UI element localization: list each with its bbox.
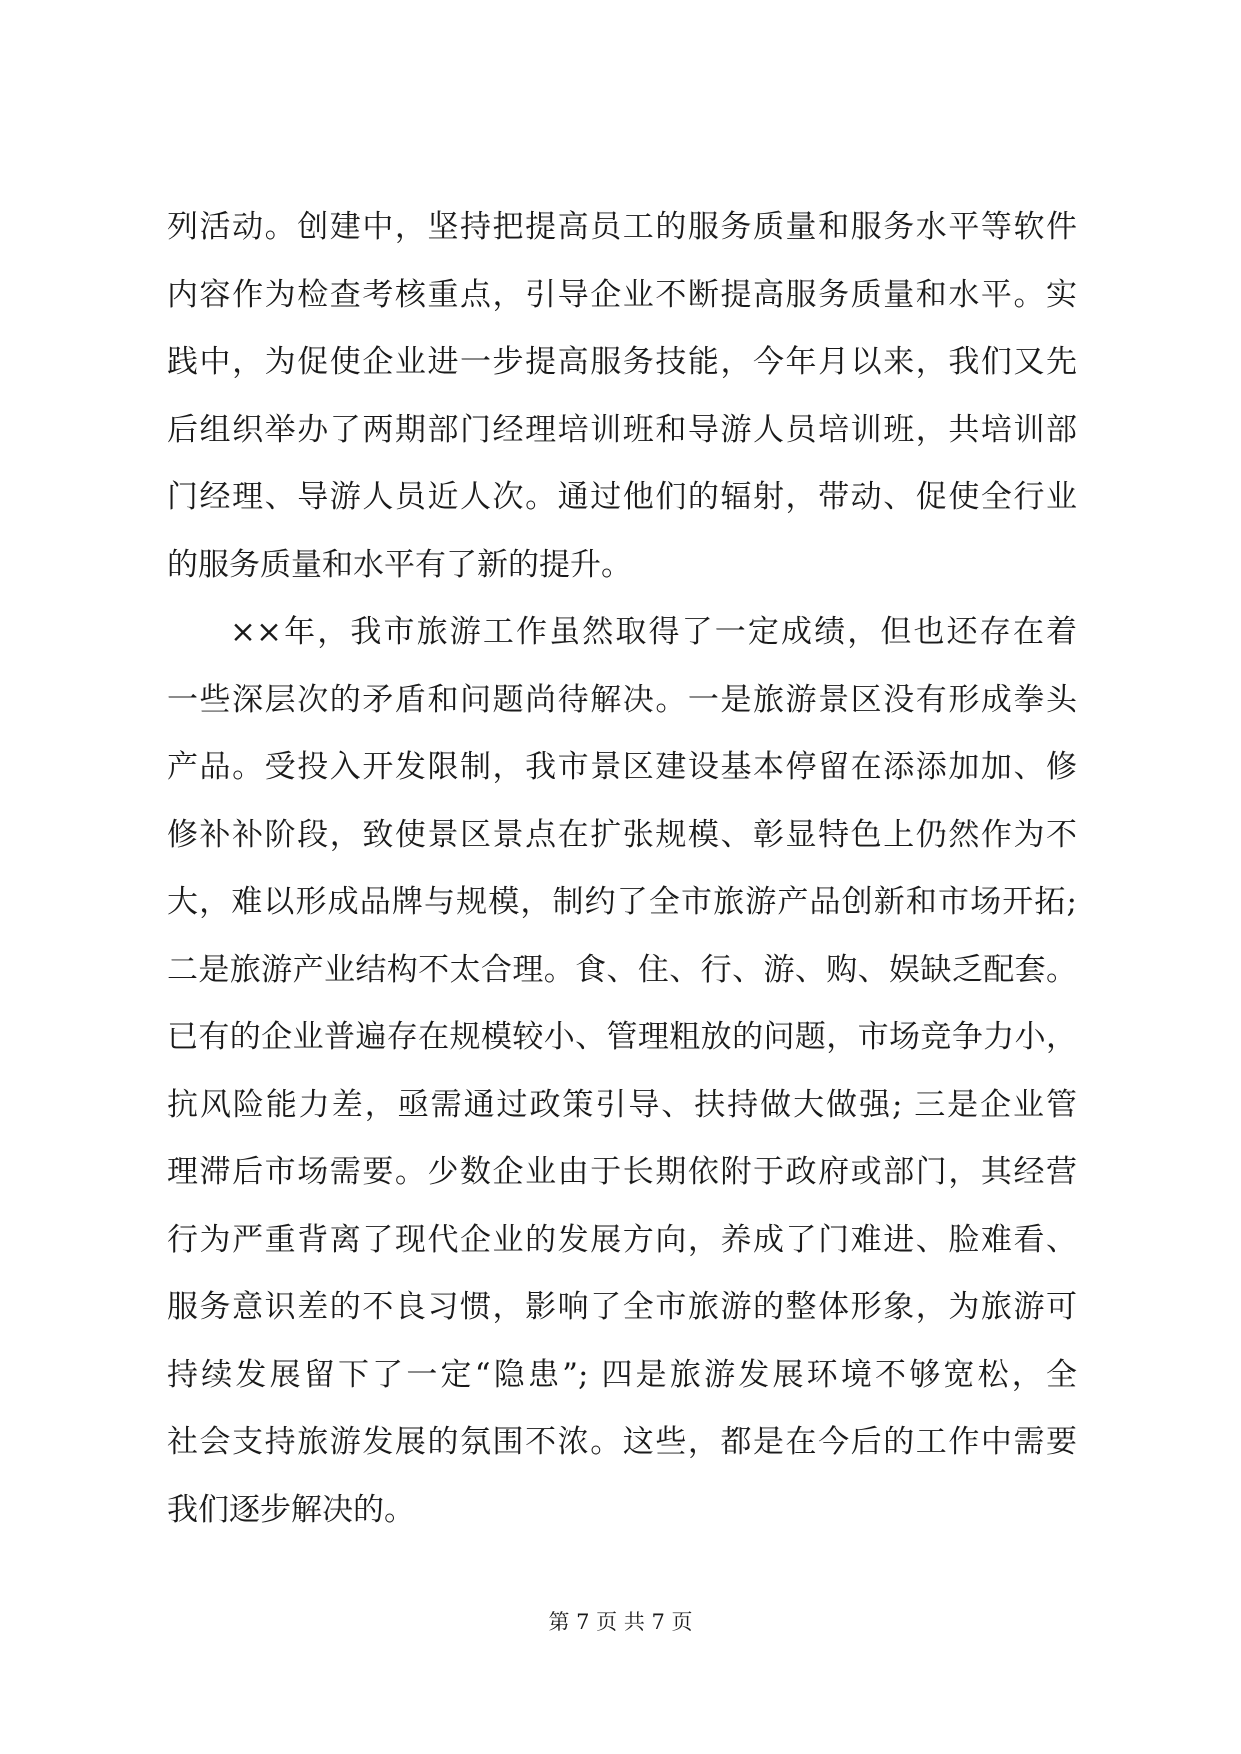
paragraph-line: 后组织举办了两期部门经理培训班和导游人员培训班，共培训部 (167, 412, 1077, 448)
paragraph-line: 的服务质量和水平有了新的提升。 (167, 547, 632, 583)
paragraph-line: 一些深层次的矛盾和问题尚待解决。一是旅游景区没有形成拳头 (167, 682, 1077, 718)
paragraph-line: 我们逐步解决的。 (167, 1492, 415, 1528)
paragraph-line: 践中，为促使企业进一步提高服务技能，今年月以来，我们又先 (167, 344, 1077, 380)
paragraph-line: 内容作为检查考核重点，引导企业不断提高服务质量和水平。实 (167, 277, 1077, 313)
paragraph-line: 社会支持旅游发展的氛围不浓。这些，都是在今后的工作中需要 (167, 1424, 1077, 1460)
paragraph-line: 抗风险能力差，亟需通过政策引导、扶持做大做强; 三是企业管 (167, 1087, 1077, 1123)
paragraph-line: 列活动。创建中，坚持把提高员工的服务质量和服务水平等软件 (167, 209, 1077, 245)
paragraph-line: 大，难以形成品牌与规模，制约了全市旅游产品创新和市场开拓; (167, 884, 1077, 920)
paragraph-line: 服务意识差的不良习惯，影响了全市旅游的整体形象，为旅游可 (167, 1289, 1077, 1325)
paragraph-line: ××年，我市旅游工作虽然取得了一定成绩，但也还存在着 (230, 614, 1077, 650)
paragraph-line: 产品。受投入开发限制，我市景区建设基本停留在添添加加、修 (167, 749, 1077, 785)
paragraph-line: 门经理、导游人员近人次。通过他们的辐射，带动、促使全行业 (167, 479, 1077, 515)
paragraph-line: 理滞后市场需要。少数企业由于长期依附于政府或部门，其经营 (167, 1154, 1077, 1190)
paragraph-line: 已有的企业普遍存在规模较小、管理粗放的问题，市场竞争力小， (167, 1019, 1077, 1055)
page-number-footer: 第 7 页 共 7 页 (548, 1610, 693, 1634)
paragraph-line: 行为严重背离了现代企业的发展方向，养成了门难进、脸难看、 (167, 1222, 1077, 1258)
paragraph-line: 修补补阶段，致使景区景点在扩张规模、彰显特色上仍然作为不 (167, 817, 1077, 853)
paragraph-line: 二是旅游产业结构不太合理。食、住、行、游、购、娱缺乏配套。 (167, 952, 1077, 988)
paragraph-line: 持续发展留下了一定“隐患”; 四是旅游发展环境不够宽松，全 (167, 1357, 1077, 1393)
